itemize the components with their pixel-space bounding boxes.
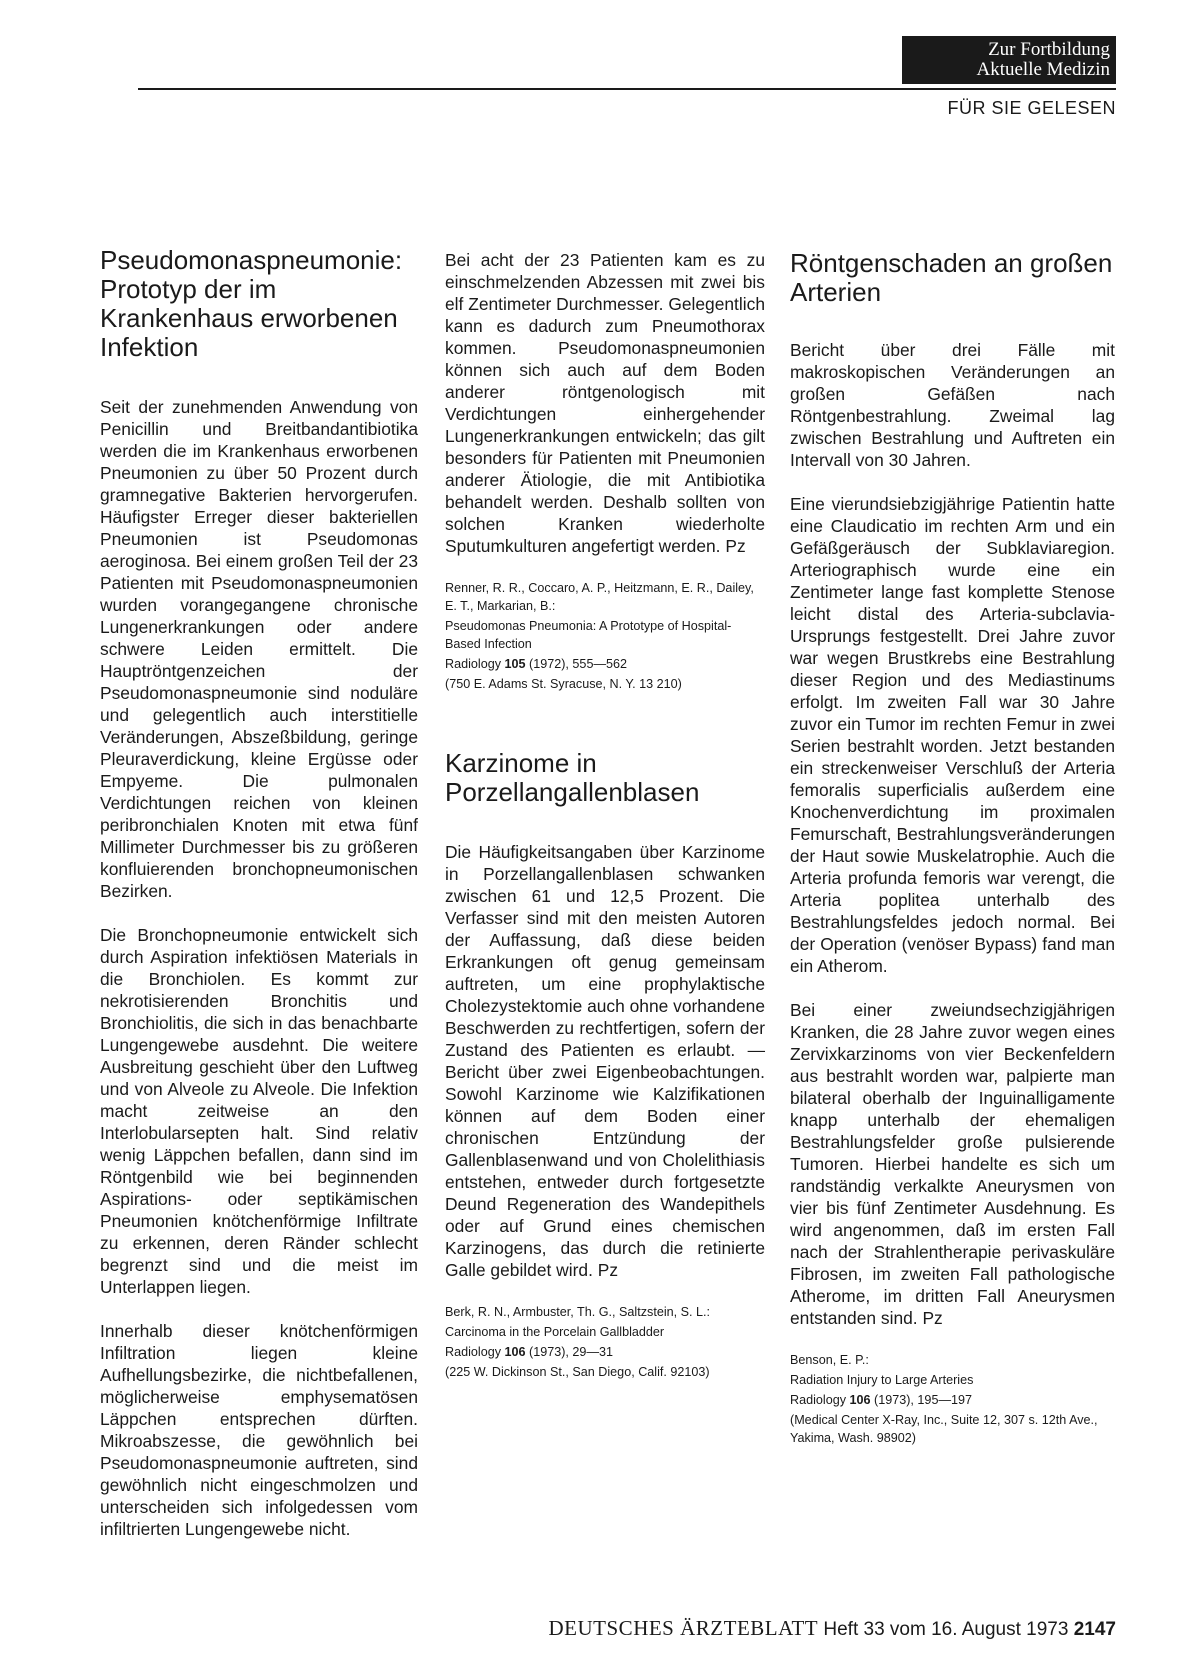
reference-citation: Radiology 105 (1972), 555—562 xyxy=(445,657,628,671)
reference-citation: Radiology 106 (1973), 195—197 xyxy=(790,1393,973,1407)
header-rule xyxy=(138,88,1116,90)
footer-journal: DEUTSCHES ÄRZTEBLATT xyxy=(548,1616,819,1640)
article-3-paragraph: Eine vierundsiebzigjährige Patientin hatte eine Claudicatio im rechten Arm und ein Gefäßgeräusch der Subklaviaregion. Arteriographisch wurde eine ein Zentimeter lange fast komplette Stenose leicht distal des Arteria-subclavia-Ursprungs festgestellt. Drei Jahre zuvor war wegen Brustkrebs eine Bestrahlung dieser Region und des Mediastinums erfolgt. Im zweiten Fall war 30 Jahre zuvor ein Tumor im rechten Femur in zwei Serien bestrahlt worden. Jetzt bestanden ein streckenweiser Verschluß der Arteria femoralis superficialis außerdem eine Knochenverdichtung im proximalen Femurschaft, Bestrahlungsveränderungen der Haut sowie Muskelatrophie. Auch die Arteria profunda femoris war verengt, die Arteria poplitea unterhalb des Bestrahlungsfeldes jedoch normal. Bei der Operation (venöser Bypass) fand man ein Atherom. xyxy=(790,494,1115,976)
page-footer xyxy=(549,1616,1116,1642)
section-kicker: FÜR SIE GELESEN xyxy=(947,98,1116,118)
article-1-paragraph: Bei acht der 23 Patienten kam es zu einschmelzenden Abzessen mit zwei bis elf Zentimeter Durchmesser. Gelegentlich kann es dadurch zum Pneumothorax kommen. Pseudomonaspneumonien können sich auch auf dem Boden anderer röntgenologisch mit Verdichtungen einhergehender Lungenerkrankungen entwickeln; das gilt besonders für Patienten mit Pneumonien anderer Ätiologie, die mit Antibiotika behandelt werden. Deshalb sollten von solchen Kranken wiederholte Sputumkulturen angefertigt werden. Pz xyxy=(445,250,765,556)
column-2 xyxy=(445,249,765,1391)
article-3-paragraph: Bericht über drei Fälle mit makroskopischen Veränderungen an großen Gefäßen nach Röntgenbestrahlung. Zweimal lag zwischen Bestrahlung und Auftreten ein Intervall von 30 Jahren. xyxy=(790,340,1115,470)
article-1-reference xyxy=(445,579,765,693)
section-badge xyxy=(902,36,1116,84)
reference-title: Pseudomonas Pneumonia: A Prototype of Hospital-Based Infection xyxy=(445,619,732,651)
reference-citation: Radiology 106 (1973), 29—31 xyxy=(445,1345,614,1359)
footer-issue: Heft 33 vom 16. August 1973 xyxy=(823,1619,1069,1640)
article-2-title: Karzinome in Porzellangallenblasen xyxy=(445,748,700,807)
article-2-reference xyxy=(445,1303,765,1381)
reference-authors: Renner, R. R., Coccaro, A. P., Heitzmann, E. R., Dailey, E. T., Markarian, B.: xyxy=(445,581,754,613)
reference-title: Radiation Injury to Large Arteries xyxy=(790,1373,974,1387)
article-1-paragraph: Seit der zunehmenden Anwendung von Penicillin und Breitbandantibiotika werden die im Krankenhaus erworbenen Pneumonien zu über 50 Prozent durch gramnegative Bakterien hervorgerufen. Häufigster Erreger dieser bakteriellen Pneumonien ist Pseudomonas aeroginosa. Bei einem großen Teil der 23 Patienten mit Pseudomonaspneumonien wurden vorangegangene chronische Lungenerkrankungen oder andere schwere Leiden ermittelt. Die Hauptröntgenzeichen der Pseudomonaspneumonie sind noduläre und gelegentlich auch interstitielle Veränderungen, Abszeßbildung, geringe Pleuraverdickung, kleine Ergüsse oder Empyeme. Die pulmonalen Verdichtungen reichen von kleinen peribronchialen Knoten mit etwa fünf Millimeter Durchmesser bis zu größeren konfluierenden bronchopneumonischen Bezirken. xyxy=(100,397,418,901)
article-2-paragraph: Die Häufigkeitsangaben über Karzinome in Porzellangallenblasen schwanken zwischen 61 und 12,5 Prozent. Die Verfasser sind mit den meisten Autoren der Auffassung, daß diese beiden Erkrankungen oft genug gemeinsam auftreten, um eine prophylaktische Cholezystektomie auch ohne vorhandene Beschwerden zu rechtfertigen, sofern der Zustand des Patienten es erlaubt. — Bericht über zwei Eigenbeobachtungen. Sowohl Karzinome wie Kalzifikationen können auf dem Boden einer chronischen Entzündung der Gallenblasenwand und von Cholelithiasis entstehen, entweder durch fortgesetzte Deund Regeneration des Wandepithels oder auf Grund eines chemischen Karzinogens, das durch die retinierte Galle gebildet wird. Pz xyxy=(445,842,766,1280)
article-1-paragraph: Die Bronchopneumonie entwickelt sich durch Aspiration infektiösen Materials in die Bronchiolen. Es kommt zur nekrotisierenden Bronchitis und Bronchiolitis, die sich in das benachbarte Lungengewebe ausdehnt. Die weitere Ausbreitung geschieht über den Luftweg und von Alveole zu Alveole. Die Infektion macht zeitweise an den Interlobularsepten halt. Sind relativ wenig Läppchen befallen, dann sind im Röntgenbild wie bei beginnenden Aspirations- oder septikämischen Pneumonien knötchenförmige Infiltrate zu erkennen, deren Ränder schlecht begrenzt sind und die meist im Unterlappen liegen. xyxy=(100,925,418,1297)
column-3 xyxy=(790,249,1115,1457)
article-3-title: Röntgenschaden an großen Arterien xyxy=(790,248,1113,307)
reference-authors: Berk, R. N., Armbuster, Th. G., Saltzstein, S. L.: xyxy=(445,1305,711,1319)
article-1-paragraph: Innerhalb dieser knötchenförmigen Infiltration liegen kleine Aufhellungsbezirke, die nichtbefallenen, möglicherweise emphysematösen Läppchen entsprechen dürften. Mikroabszesse, die gewöhnlich bei Pseudomonaspneumonie auftreten, sind gewöhnlich nicht eingeschmolzen und unterscheiden sich infolgedessen vom infiltrierten Lungengewebe nicht. xyxy=(100,1321,418,1539)
reference-title: Carcinoma in the Porcelain Gallbladder xyxy=(445,1325,665,1339)
article-1-title: Pseudomonaspneumonie: Prototyp der im Krankenhaus erworbenen Infektion xyxy=(100,245,403,362)
article-3-reference xyxy=(790,1351,1115,1447)
reference-authors: Benson, E. P.: xyxy=(790,1353,869,1367)
reference-address: (225 W. Dickinson St., San Diego, Calif. 92103) xyxy=(445,1365,710,1379)
badge-line-2: Aktuelle Medizin xyxy=(976,59,1110,80)
badge-line-1: Zur Fortbildung xyxy=(988,39,1110,60)
reference-address: (Medical Center X-Ray, Inc., Suite 12, 307 s. 12th Ave., Yakima, Wash. 98902) xyxy=(790,1413,1098,1445)
article-3-paragraph: Bei einer zweiundsechzigjährigen Kranken, die 28 Jahre zuvor wegen eines Zervixkarzinoms von vier Beckenfeldern aus bestrahlt worden war, palpierte man bilateral oberhalb der Inguinalligamente knapp unterhalb der ehemaligen Bestrahlungsfelder große pulsierende Tumoren. Hierbei handelte es sich um randständig verkalkte Aneurysmen von vier bis fünf Zentimeter Ausdehnung. Es wird angenommen, daß im ersten Fall nach der Strahlentherapie perivaskuläre Fibrosen, im zweiten Fall pathologische Atherome, im dritten Fall Aneurysmen entstanden sind. Pz xyxy=(790,1000,1115,1328)
column-1 xyxy=(100,246,418,1540)
reference-address: (750 E. Adams St. Syracuse, N. Y. 13 210) xyxy=(445,677,682,691)
page-number: 2147 xyxy=(1073,1619,1116,1640)
